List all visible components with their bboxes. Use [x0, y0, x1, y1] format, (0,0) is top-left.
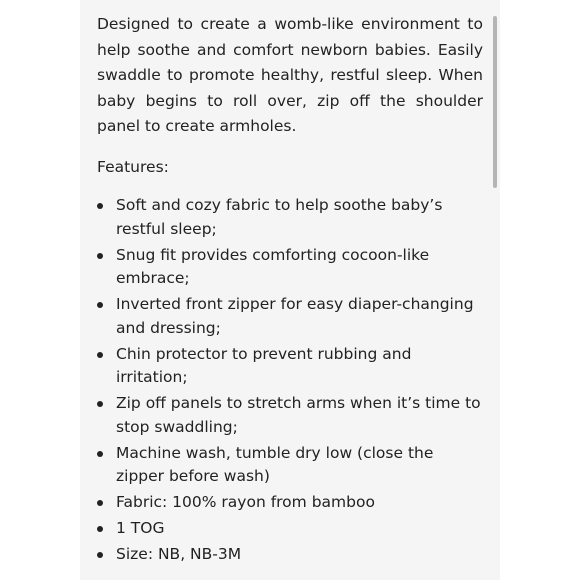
features-list: [97, 194, 483, 567]
feature-text: Fabric: 100% rayon from bamboo: [116, 493, 375, 511]
feature-text: Inverted front zipper for easy diaper-changing and dressing;: [116, 295, 474, 337]
feature-text: Size: NB, NB-3M: [116, 545, 242, 563]
feature-item: [97, 194, 483, 241]
bullet-icon: [97, 526, 103, 532]
feature-item: [97, 491, 483, 515]
bullet-icon: [97, 401, 103, 407]
feature-item: [97, 543, 483, 567]
bullet-icon: [97, 352, 103, 358]
features-heading: Features:: [97, 157, 169, 176]
feature-item: [97, 244, 483, 291]
feature-item: [97, 343, 483, 390]
bullet-icon: [97, 451, 103, 457]
bullet-icon: [97, 302, 103, 308]
description-content: [97, 12, 483, 569]
feature-item: [97, 517, 483, 541]
product-description: Designed to create a womb-like environment to help soothe and comfort newborn babies. Easily swaddle to promote healthy, restful sleep. When baby begins to roll over, zip off the shoulder panel to create armholes.: [97, 15, 483, 135]
feature-text: Chin protector to prevent rubbing and irritation;: [116, 344, 412, 386]
feature-text: Soft and cozy fabric to help soothe baby’s restful sleep;: [116, 196, 443, 238]
bullet-icon: [97, 552, 103, 558]
scrollbar-thumb[interactable]: [493, 16, 497, 188]
feature-text: 1 TOG: [116, 519, 165, 537]
feature-item: [97, 392, 483, 439]
feature-item: [97, 293, 483, 340]
feature-text: Snug fit provides comforting cocoon-like embrace;: [116, 245, 430, 287]
feature-item: [97, 442, 483, 489]
feature-text: Zip off panels to stretch arms when it’s time to stop swaddling;: [116, 394, 481, 436]
bullet-icon: [97, 203, 103, 209]
bullet-icon: [97, 253, 103, 259]
bullet-icon: [97, 500, 103, 506]
feature-text: Machine wash, tumble dry low (close the zipper before wash): [116, 443, 434, 485]
